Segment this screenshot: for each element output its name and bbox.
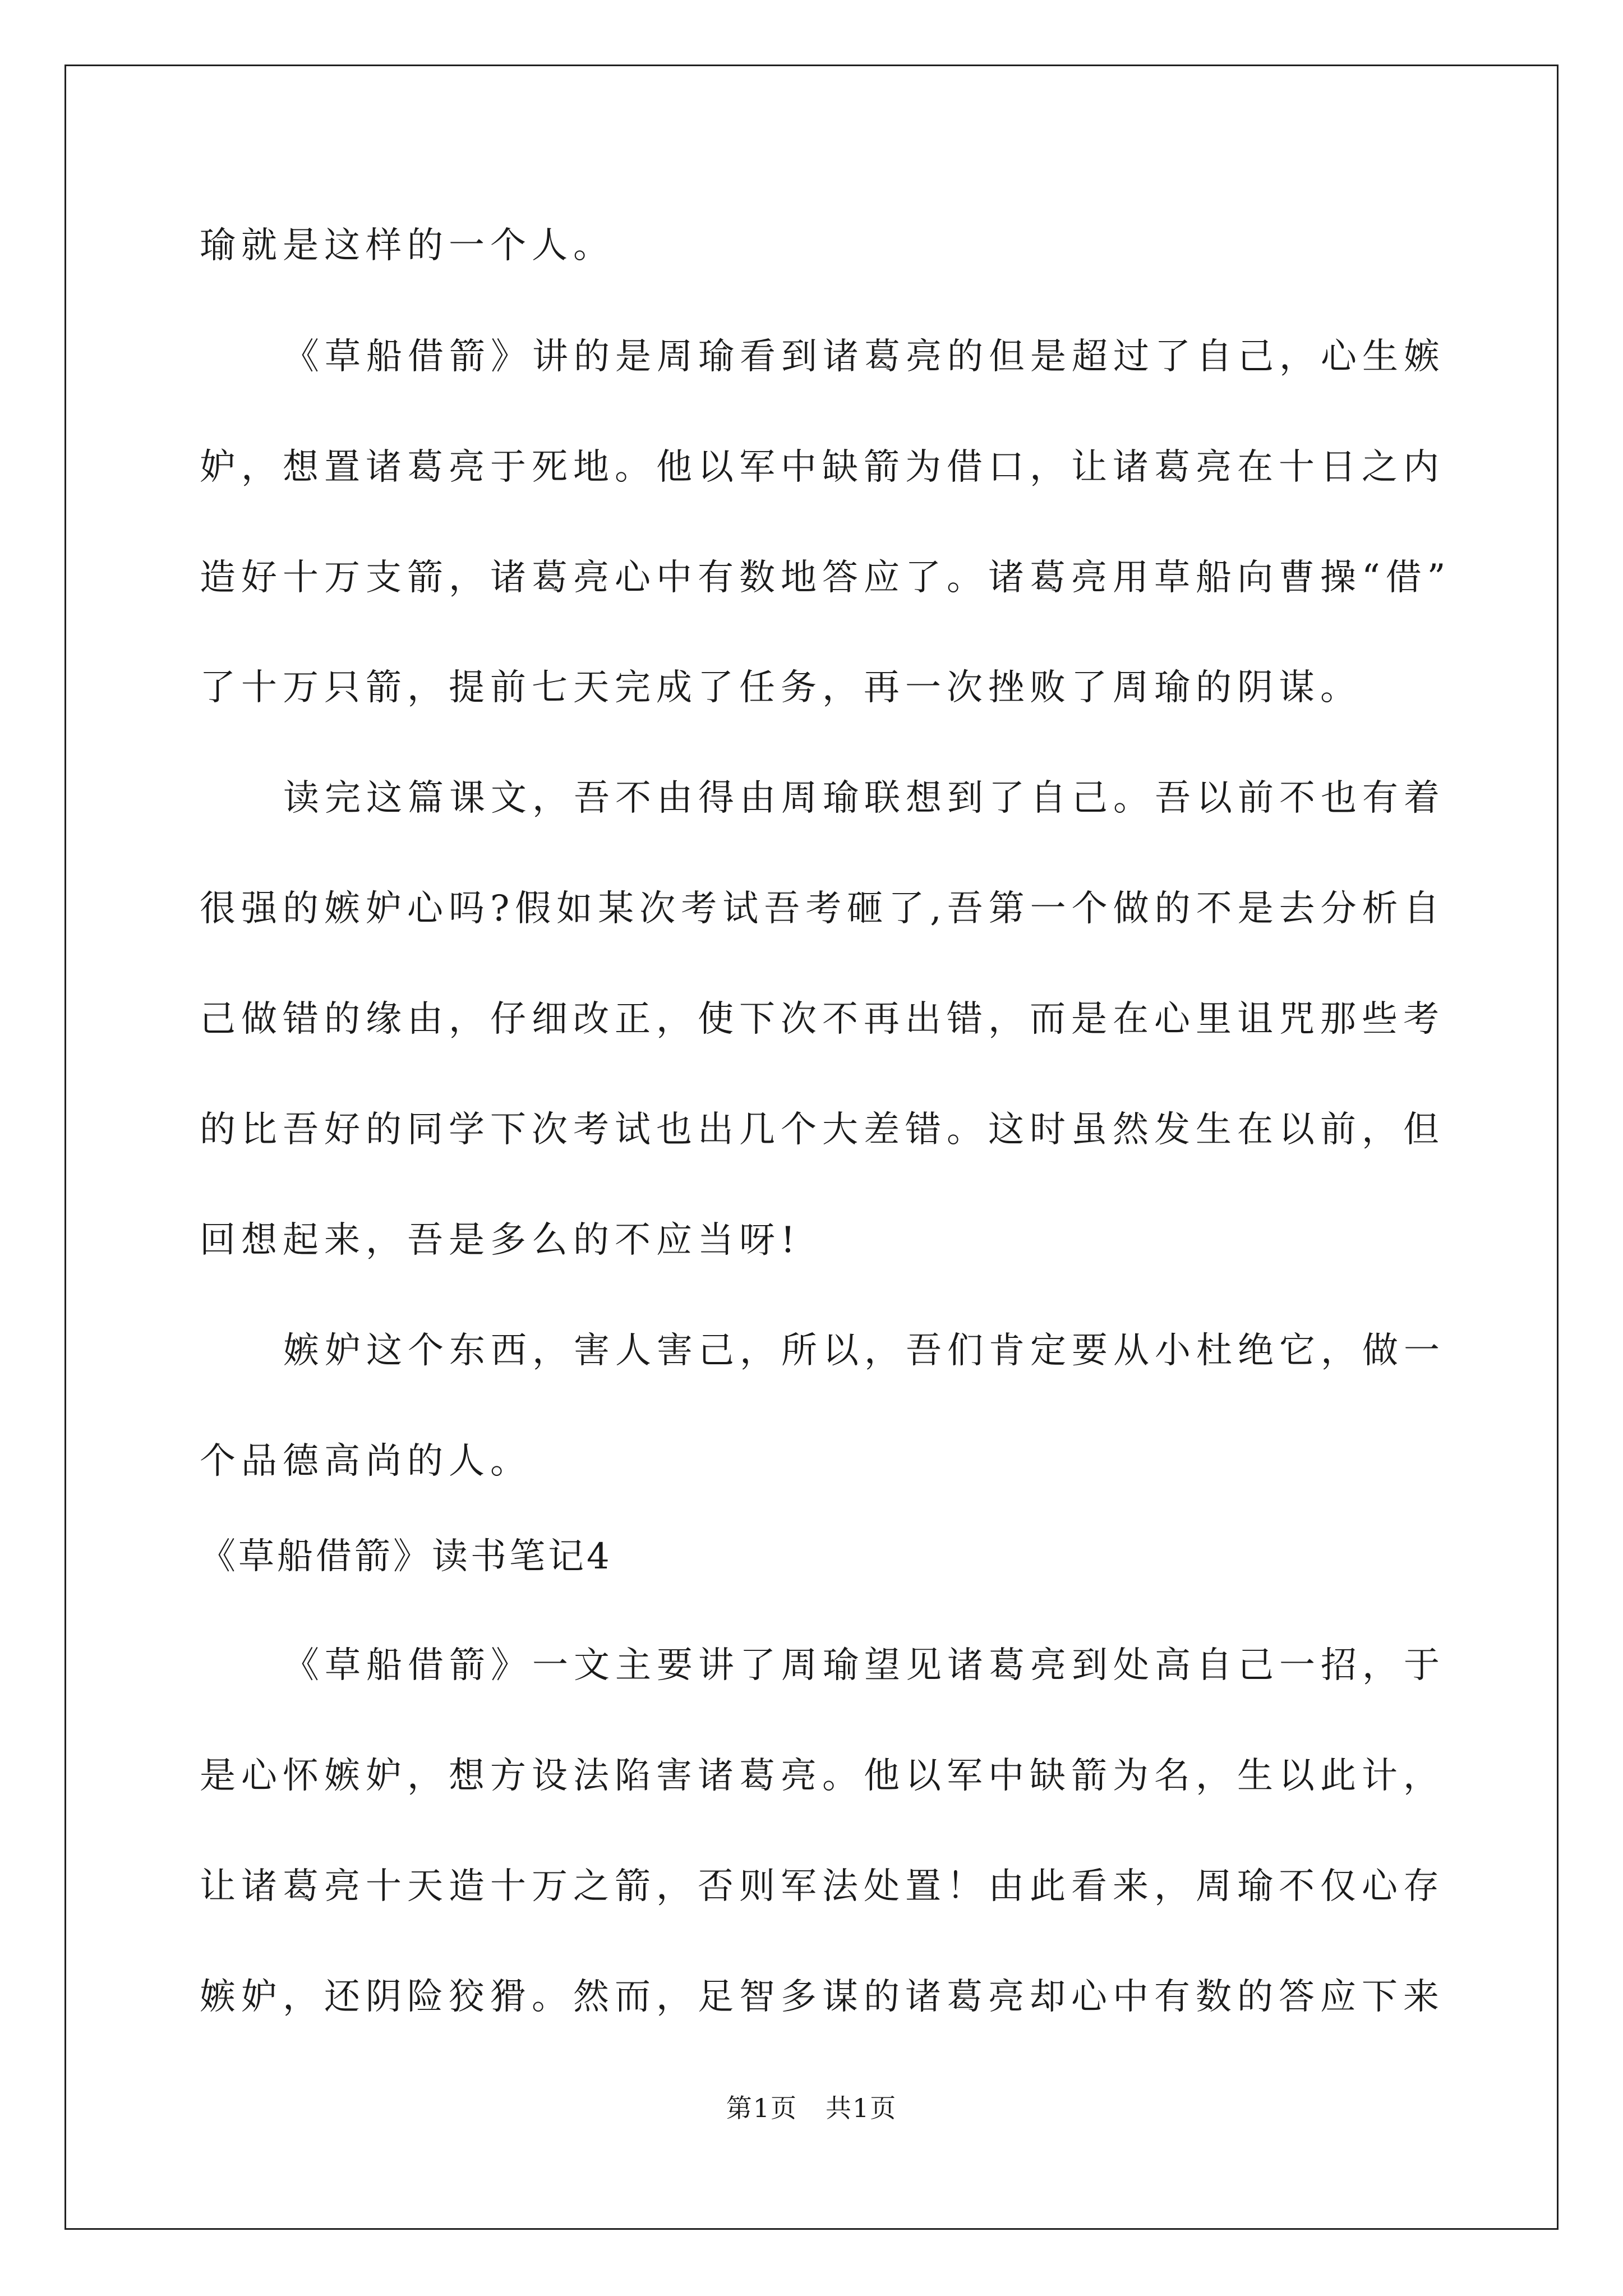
paragraph-first-line: 嫉妒这个东西，害人害己，所以，吾们肯定要从小杜绝它，做一 — [283, 1330, 1445, 1372]
text-line: 个品德高尚的人。 — [200, 1441, 532, 1482]
section-heading: 《草船借箭》读书笔记4 — [200, 1536, 612, 1577]
paragraph-first-line: 读完这篇课文，吾不由得由周瑜联想到了自己。吾以前不也有着 — [283, 777, 1445, 819]
text-line: 是心怀嫉妒，想方设法陷害诸葛亮。他以军中缺箭为名，生以此计， — [200, 1755, 1445, 1797]
text-line: 瑜就是这样的一个人。 — [200, 225, 615, 266]
paragraph-first-line: 《草船借箭》一文主要讲了周瑜望见诸葛亮到处高自己一招，于 — [283, 1645, 1445, 1686]
text-line: 己做错的缘由，仔细改正，使下次不再出错，而是在心里诅咒那些考 — [200, 999, 1445, 1040]
text-line: 嫉妒，还阴险狡猾。然而，足智多谋的诸葛亮却心中有数的答应下来 — [200, 1976, 1445, 2018]
text-line: 了十万只箭，提前七天完成了任务，再一次挫败了周瑜的阴谋。 — [200, 667, 1362, 708]
page-number: 第1页 — [726, 2093, 797, 2123]
text-line: 妒，想置诸葛亮于死地。他以军中缺箭为借口，让诸葛亮在十日之内 — [200, 447, 1445, 488]
text-line: 回想起来，吾是多么的不应当呀! — [200, 1220, 801, 1261]
text-line: 的比吾好的同学下次考试也出几个大差错。这时虽然发生在以前，但 — [200, 1109, 1445, 1151]
text-line: 很强的嫉妒心吗?假如某次考试吾考砸了,吾第一个做的不是去分析自 — [200, 888, 1445, 930]
page-footer — [0, 2091, 1623, 2125]
text-line: 造好十万支箭，诸葛亮心中有数地答应了。诸葛亮用草船向曹操“借” — [200, 557, 1451, 599]
paragraph-first-line: 《草船借箭》讲的是周瑜看到诸葛亮的但是超过了自己，心生嫉 — [283, 336, 1445, 378]
text-line: 让诸葛亮十天造十万之箭，否则军法处置！由此看来，周瑜不仅心存 — [200, 1866, 1445, 1907]
page-total: 共1页 — [826, 2093, 897, 2123]
